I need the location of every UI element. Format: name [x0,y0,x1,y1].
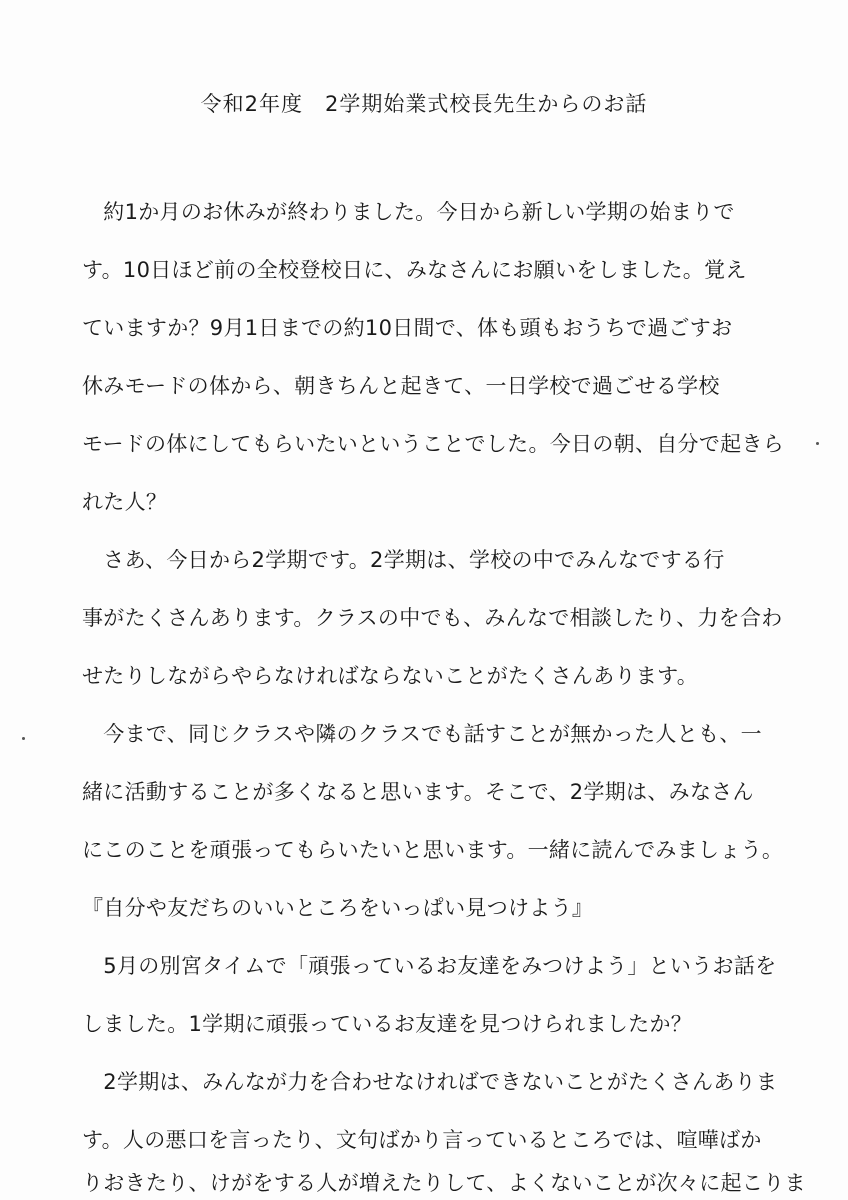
paragraph-line: 緒に活動することが多くなると思います。そこで、2学期は、みなさん [82,780,754,804]
paragraph-line: す。10日ほど前の全校登校日に、みなさんにお願いをしました。覚え [82,258,747,282]
paragraph-line: しました。1学期に頑張っているお友達を見つけられましたか？ [82,1012,693,1036]
paragraph-line: れた人？ [82,490,168,514]
paragraph-line: せたりしながらやらなければならないことがたくさんあります。 [82,664,699,688]
paragraph-line: 休みモードの体から、朝きちんと起きて、一日学校で過ごせる学校 [82,374,720,398]
paragraph-line: 今まで、同じクラスや隣のクラスでも話すことが無かった人とも、一 [82,722,762,746]
page-title: 令和2年度 2学期始業式校長先生からのお話 [200,92,648,116]
paragraph-line: す。人の悪口を言ったり、文句ばかり言っているところでは、喧嘩ばか [82,1128,762,1152]
paragraph-line: 約1か月のお休みが終わりました。今日から新しい学期の始まりで [82,200,735,224]
paragraph-line: ていますか？9月1日までの約10日間で、体も頭もおうちで過ごすお [82,316,733,340]
paragraph-line: 5月の別宮タイムで「頑張っているお友達をみつけよう」というお話を [82,954,777,978]
paragraph-line: 2学期は、みんなが力を合わせなければできないことがたくさんありま [82,1070,778,1094]
paragraph-line: にこのことを頑張ってもらいたいと思います。一緒に読んでみましょう。 [82,838,784,862]
quote-line: 『自分や友だちのいいところをいっぱい見つけよう』 [82,896,594,920]
paragraph-line: 事がたくさんあります。クラスの中でも、みんなで相談したり、力を合わ [82,606,783,630]
paragraph-line: モードの体にしてもらいたいということでした。今日の朝、自分で起きら [82,432,785,456]
scan-speck [816,442,819,445]
paragraph-line: さあ、今日から2学期です。2学期は、学校の中でみんなでする行 [82,548,725,572]
paragraph-line: りおきたり、けがをする人が増えたりして、よくないことが次々に起こりま [82,1171,806,1195]
scan-speck [22,737,25,740]
